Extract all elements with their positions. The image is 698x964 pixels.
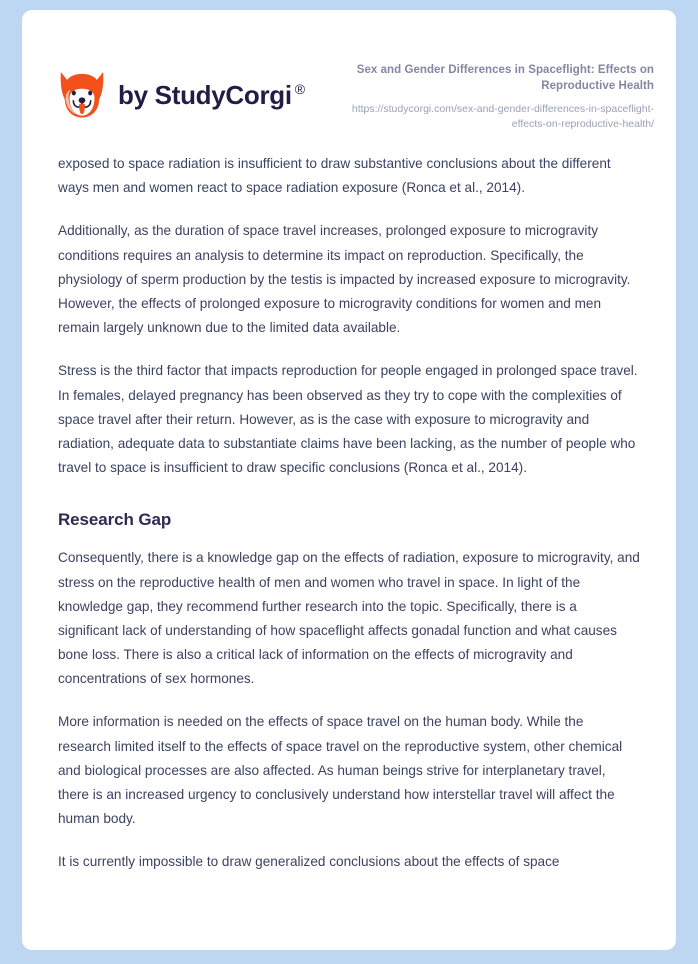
document-page (22, 10, 676, 950)
document-body (22, 132, 676, 875)
paragraph: Additionally, as the duration of space travel increases, prolonged exposure to microgravity conditions requires an analysis to determine its impact on reproduction. Specifically, the physiology of sperm production by the testis is impacted by increased exposure to microgravity. However, the effects of prolonged exposure to microgravity conditions for women and men remain largely unknown due to the limited data available. (58, 223, 631, 336)
brand-logo (58, 58, 305, 120)
paragraph: It is currently impossible to draw generalized conclusions about the effects of space (58, 854, 560, 870)
paragraph: More information is needed on the effects of space travel on the human body. While the research limited itself to the effects of space travel on the reproductive system, other chemical and biological processes are also affected. As human beings strive for interplanetary travel, there is an increased urgency to conclusively understand how interstellar travel will affect the human body. (58, 714, 623, 827)
brand-name-text: by StudyCorgi (118, 80, 292, 110)
source-url: https://studycorgi.com/sex-and-gender-differences-in-spaceflight-effects-on-reproductive-health/ (351, 102, 654, 130)
registered-trademark-symbol: ® (294, 81, 305, 98)
paragraph: exposed to space radiation is insufficient to draw substantive conclusions about the different ways men and women react to space radiation exposure (Ronca et al., 2014). (58, 156, 611, 196)
corgi-head-icon (58, 70, 106, 120)
header-meta (324, 58, 654, 132)
section-heading-research-gap: Research Gap (58, 510, 172, 530)
document-header (22, 10, 676, 132)
paragraph: Consequently, there is a knowledge gap on the effects of radiation, exposure to microgravity, and stress on the reproductive health of men and women who travel in space. In light of the knowledge gap, they recommend further research into the topic. Specifically, there is a significant lack of understanding of how spaceflight affects gonadal function and what causes bone loss. There is also a critical lack of information on the effects of microgravity and concentrations of sex hormones. (58, 550, 640, 687)
page-title: Sex and Gender Differences in Spaceflight: Effects on Reproductive Health (356, 64, 654, 93)
brand-name (118, 82, 305, 108)
paragraph: Stress is the third factor that impacts reproduction for people engaged in prolonged space travel. In females, delayed pregnancy has been observed as they try to cope with the complexities of space travel after their return. However, as is the case with exposure to microgravity and radiation, adequate data to substantiate claims have been lacking, as the number of people who travel to space is insufficient to draw specific conclusions (Ronca et al., 2014). (58, 363, 638, 476)
